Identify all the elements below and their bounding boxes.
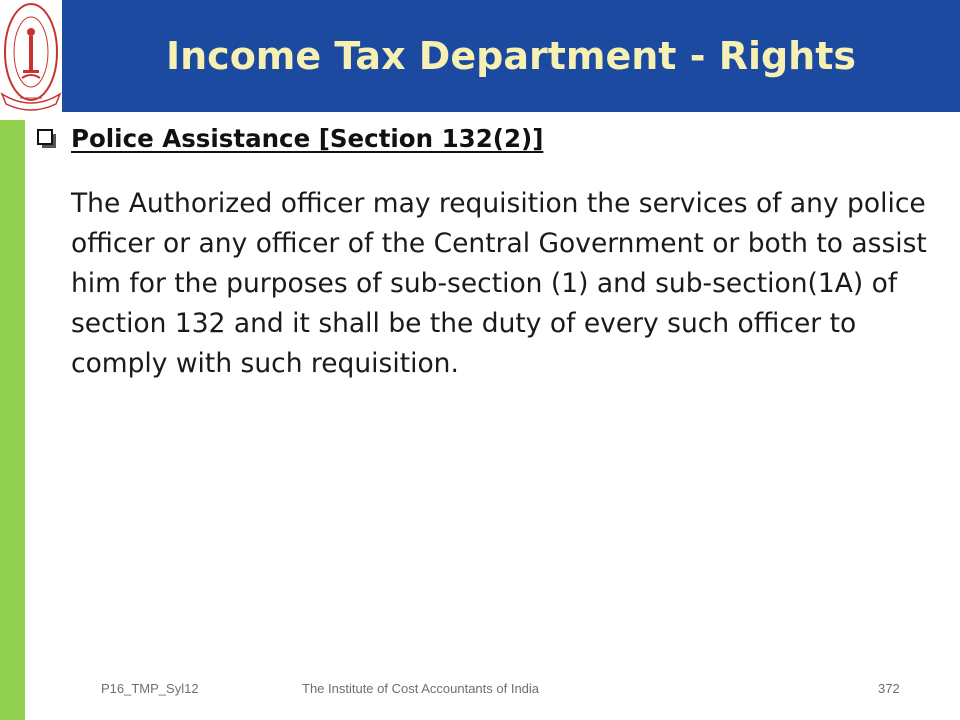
footer-institute: The Institute of Cost Accountants of India <box>302 681 540 696</box>
page-number: 372 <box>878 681 900 696</box>
checkbox-bullet-icon <box>37 129 57 149</box>
footer-code: P16_TMP_Syl12 <box>101 681 199 696</box>
institute-seal-logo <box>0 0 62 112</box>
section-heading: Police Assistance [Section 132(2)] <box>71 124 544 153</box>
body-paragraph: The Authorized officer may requisition the services of any police officer or any officer of the Central Government or both to assist him for the purposes of sub-section (1) and sub-section(1A) of section 132 and it shall be the duty of every such officer to comply with such requisition. <box>71 188 927 379</box>
section-heading-row <box>37 124 543 153</box>
logo-area <box>0 0 62 112</box>
side-accent-bar <box>0 120 25 720</box>
slide-title: Income Tax Department - Rights <box>165 34 857 78</box>
